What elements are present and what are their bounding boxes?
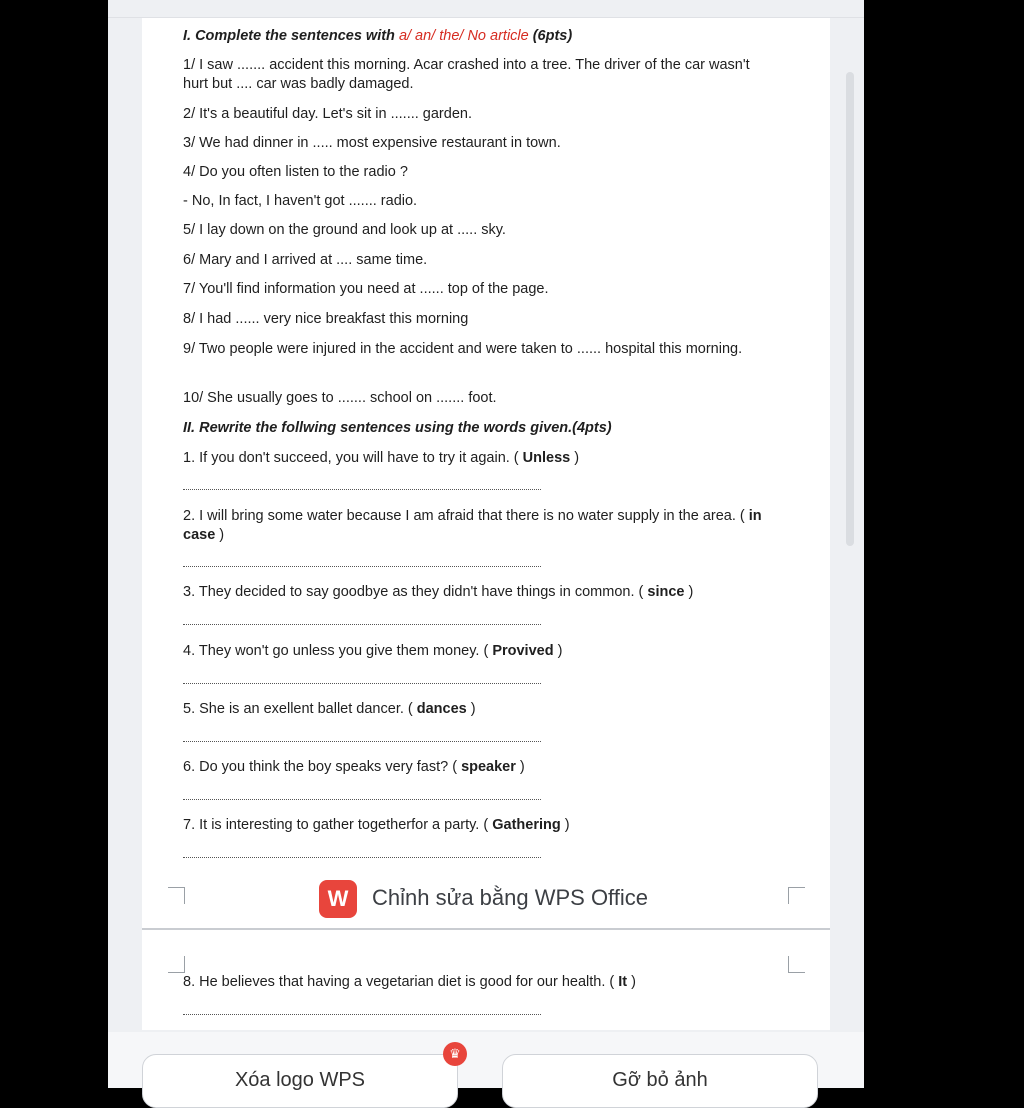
part2-item-7: 7. It is interesting to gather togetherfor a party. ( Gathering ) [183, 817, 570, 833]
part2-item-2: 2. I will bring some water because I am afraid that there is no water supply in the area. ( in case ) [183, 508, 762, 543]
page-break [142, 928, 830, 930]
part1-item-9: 9/ Two people were injured in the accident and were taken to ...... hospital this morning. [183, 341, 743, 357]
answer-line-5 [183, 741, 541, 742]
part1-item-4: 4/ Do you often listen to the radio ? [183, 164, 408, 180]
answer-line-6 [183, 799, 541, 800]
part2-item-3: 3. They decided to say goodbye as they didn't have things in common. ( since ) [183, 584, 694, 600]
part2-item-6: 6. Do you think the boy speaks very fast? ( speaker ) [183, 759, 525, 775]
part1-item-6: 6/ Mary and I arrived at .... same time. [183, 252, 428, 268]
part1-item-3: 3/ We had dinner in ..... most expensive restaurant in town. [183, 135, 561, 151]
answer-line-8 [183, 1014, 541, 1015]
part1-item-5: 5/ I lay down on the ground and look up at ..... sky. [183, 222, 506, 238]
part1-item-7: 7/ You'll find information you need at ...... top of the page. [183, 281, 549, 297]
answer-line-3 [183, 624, 541, 625]
part2-item-4: 4. They won't go unless you give them money. ( Provived ) [183, 643, 563, 659]
answer-line-1 [183, 489, 541, 490]
part1-item-4b: - No, In fact, I haven't got ....... radio. [183, 193, 418, 209]
document-page [142, 18, 830, 928]
answer-line-4 [183, 683, 541, 684]
part2-item-1: 1. If you don't succeed, you will have to try it again. ( Unless ) [183, 450, 580, 466]
crop-corner [788, 956, 805, 973]
crop-corner [168, 956, 185, 973]
wps-logo-icon: W [319, 880, 357, 918]
crop-corner [788, 887, 805, 904]
remove-wps-logo-button[interactable] [142, 1054, 458, 1108]
part2-item-8: 8. He believes that having a vegetarian diet is good for our health. ( It ) [183, 974, 636, 990]
part1-item-1: 1/ I saw ....... accident this morning. Acar crashed into a tree. The driver of the car wasn't hurt but .... car was badly damaged. [183, 57, 750, 92]
part1-heading: I. Complete the sentences with a/ an/ the/ No article (6pts) [183, 28, 573, 44]
remove-image-button[interactable] [502, 1054, 818, 1108]
crop-corner [168, 887, 185, 904]
crown-icon: ♛ [443, 1042, 467, 1066]
part1-item-2: 2/ It's a beautiful day. Let's sit in ....... garden. [183, 106, 472, 122]
answer-line-7 [183, 857, 541, 858]
button-label: Xóa logo WPS [234, 1069, 366, 1091]
part2-heading: II. Rewrite the follwing sentences using the words given.(4pts) [183, 420, 612, 436]
button-label: Gỡ bỏ ảnh [612, 1069, 708, 1091]
scrollbar[interactable] [846, 72, 854, 546]
wps-watermark-text: Chỉnh sửa bằng WPS Office [372, 885, 649, 910]
part1-item-10: 10/ She usually goes to ....... school on ....... foot. [183, 390, 497, 406]
part2-item-5: 5. She is an exellent ballet dancer. ( dances ) [183, 701, 476, 717]
answer-line-2 [183, 566, 541, 567]
part1-item-8: 8/ I had ...... very nice breakfast this morning [183, 311, 469, 327]
